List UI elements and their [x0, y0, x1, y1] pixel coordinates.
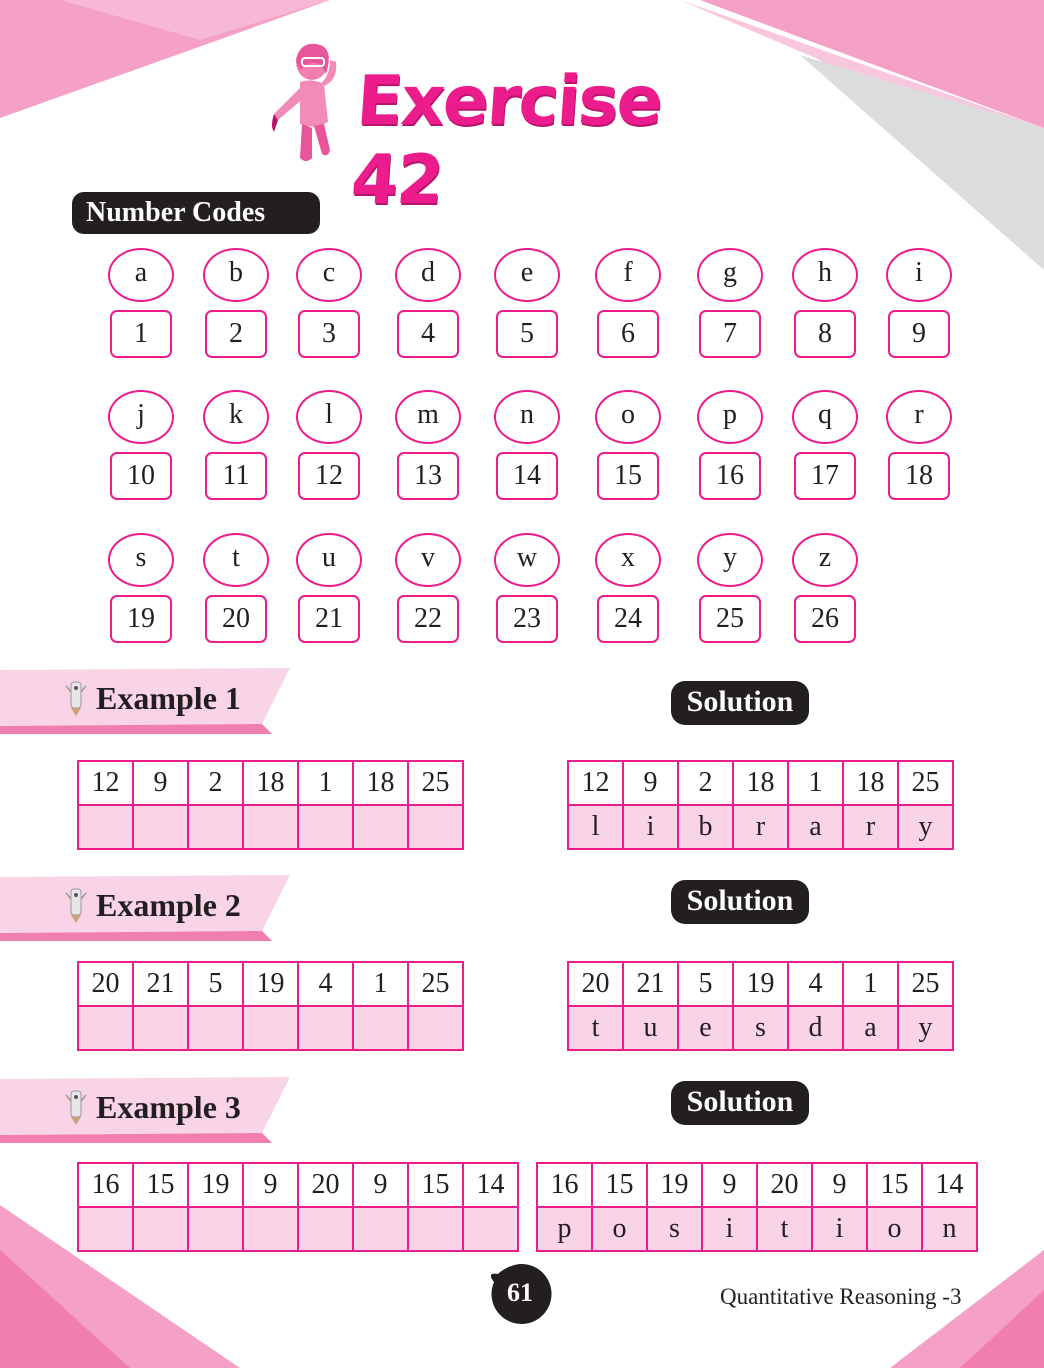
code-number-cell: 18: [353, 761, 408, 805]
code-number-cell: 15: [408, 1163, 463, 1207]
answer-letter-cell: s: [733, 1006, 788, 1050]
answer-letter-cell: a: [788, 805, 843, 849]
answer-letter-cell: r: [733, 805, 788, 849]
blank-answer-cell[interactable]: [408, 1006, 463, 1050]
page-number-badge: [488, 1262, 556, 1330]
letter-code-pair: [108, 248, 174, 358]
solution-label: Solution: [671, 880, 809, 924]
letter-oval: t: [203, 533, 269, 587]
code-number-cell: 20: [757, 1163, 812, 1207]
footer-book-title: Quantitative Reasoning -3: [720, 1284, 962, 1309]
letter-oval: s: [108, 533, 174, 587]
blank-answer-cell[interactable]: [243, 1006, 298, 1050]
code-number-cell: 19: [243, 962, 298, 1006]
code-number-cell: 15: [133, 1163, 188, 1207]
example-banner: [0, 668, 240, 734]
code-number-cell: 25: [898, 962, 953, 1006]
letter-code-pair: [203, 248, 269, 358]
blank-answer-cell[interactable]: [298, 805, 353, 849]
number-box: 1: [110, 310, 172, 358]
answer-letter-cell: a: [843, 1006, 898, 1050]
blank-answer-cell[interactable]: [298, 1207, 353, 1251]
answer-letter-cell: o: [867, 1207, 922, 1251]
code-number-cell: 25: [408, 962, 463, 1006]
section-label: Number Codes: [72, 192, 320, 234]
answer-letter-cell: r: [843, 805, 898, 849]
code-number-cell: 15: [867, 1163, 922, 1207]
answer-letter-cell: i: [623, 805, 678, 849]
number-box: 5: [496, 310, 558, 358]
code-number-cell: 4: [298, 962, 353, 1006]
solution-table: [536, 1162, 978, 1252]
letter-oval: p: [697, 390, 763, 444]
answer-letter-cell: t: [568, 1006, 623, 1050]
code-number-cell: 4: [788, 962, 843, 1006]
number-box: 3: [298, 310, 360, 358]
code-number-cell: 15: [592, 1163, 647, 1207]
code-number-cell: 5: [678, 962, 733, 1006]
letter-oval: v: [395, 533, 461, 587]
example-table: [77, 961, 464, 1051]
letter-oval: r: [886, 390, 952, 444]
code-number-cell: 9: [133, 761, 188, 805]
blank-answer-cell[interactable]: [78, 1207, 133, 1251]
letter-code-pair: [792, 248, 858, 358]
blank-answer-cell[interactable]: [78, 805, 133, 849]
number-box: 6: [597, 310, 659, 358]
code-number-cell: 25: [408, 761, 463, 805]
letter-code-pair: [595, 390, 661, 500]
girl-character-icon: [266, 40, 350, 168]
letter-code-pair: [296, 533, 362, 643]
number-box: 4: [397, 310, 459, 358]
blank-answer-cell[interactable]: [408, 805, 463, 849]
code-number-cell: 1: [298, 761, 353, 805]
number-box: 14: [496, 452, 558, 500]
number-box: 16: [699, 452, 761, 500]
solution-table: [567, 760, 954, 850]
code-number-cell: 2: [188, 761, 243, 805]
solution-label: Solution: [671, 681, 809, 725]
code-number-cell: 9: [812, 1163, 867, 1207]
letter-oval: l: [296, 390, 362, 444]
letter-code-pair: [792, 533, 858, 643]
example-banner: [0, 875, 240, 941]
blank-answer-cell[interactable]: [188, 1006, 243, 1050]
letter-code-pair: [296, 390, 362, 500]
code-number-cell: 9: [623, 761, 678, 805]
letter-code-pair: [886, 248, 952, 358]
answer-letter-cell: b: [678, 805, 733, 849]
code-number-cell: 14: [463, 1163, 518, 1207]
page-number: 61: [507, 1278, 533, 1307]
letter-code-pair: [395, 533, 461, 643]
example-table: [77, 760, 464, 850]
example-label: Example 3: [96, 1089, 241, 1125]
letter-oval: k: [203, 390, 269, 444]
letter-code-pair: [108, 390, 174, 500]
code-number-cell: 14: [922, 1163, 977, 1207]
blank-answer-cell[interactable]: [133, 805, 188, 849]
answer-letter-cell: n: [922, 1207, 977, 1251]
number-box: 21: [298, 595, 360, 643]
number-box: 19: [110, 595, 172, 643]
code-number-cell: 21: [623, 962, 678, 1006]
number-box: 24: [597, 595, 659, 643]
letter-oval: d: [395, 248, 461, 302]
solution-table: [567, 961, 954, 1051]
blank-answer-cell[interactable]: [188, 805, 243, 849]
letter-code-pair: [792, 390, 858, 500]
example-banner: [0, 1077, 240, 1143]
number-box: 9: [888, 310, 950, 358]
code-number-cell: 1: [788, 761, 843, 805]
blank-answer-cell[interactable]: [188, 1207, 243, 1251]
code-number-cell: 12: [568, 761, 623, 805]
code-number-cell: 16: [78, 1163, 133, 1207]
answer-letter-cell: i: [702, 1207, 757, 1251]
number-box: 26: [794, 595, 856, 643]
code-number-cell: 20: [298, 1163, 353, 1207]
answer-letter-cell: e: [678, 1006, 733, 1050]
blank-answer-cell[interactable]: [463, 1207, 518, 1251]
letter-code-pair: [886, 390, 952, 500]
answer-letter-cell: l: [568, 805, 623, 849]
letter-code-pair: [595, 248, 661, 358]
code-number-cell: 1: [353, 962, 408, 1006]
letter-oval: u: [296, 533, 362, 587]
letter-oval: g: [697, 248, 763, 302]
letter-oval: f: [595, 248, 661, 302]
letter-oval: a: [108, 248, 174, 302]
number-box: 12: [298, 452, 360, 500]
letter-code-pair: [108, 533, 174, 643]
code-number-cell: 19: [733, 962, 788, 1006]
number-box: 18: [888, 452, 950, 500]
answer-letter-cell: o: [592, 1207, 647, 1251]
code-number-cell: 9: [702, 1163, 757, 1207]
code-number-cell: 18: [733, 761, 788, 805]
letter-code-pair: [494, 533, 560, 643]
letter-oval: h: [792, 248, 858, 302]
letter-code-pair: [395, 248, 461, 358]
pencil-character-icon: [64, 1087, 88, 1127]
example-label: Example 2: [96, 887, 241, 923]
blank-answer-cell[interactable]: [353, 1207, 408, 1251]
blank-answer-cell[interactable]: [243, 1207, 298, 1251]
blank-answer-cell[interactable]: [298, 1006, 353, 1050]
code-number-cell: 25: [898, 761, 953, 805]
letter-code-pair: [395, 390, 461, 500]
number-box: 2: [205, 310, 267, 358]
letter-code-pair: [697, 533, 763, 643]
letter-code-pair: [595, 533, 661, 643]
page-title: Exercise 42: [348, 62, 664, 220]
number-box: 10: [110, 452, 172, 500]
blank-answer-cell[interactable]: [353, 805, 408, 849]
answer-letter-cell: y: [898, 805, 953, 849]
code-number-cell: 20: [78, 962, 133, 1006]
letter-code-pair: [697, 248, 763, 358]
example-label: Example 1: [96, 680, 241, 716]
letter-code-pair: [296, 248, 362, 358]
code-number-cell: 2: [678, 761, 733, 805]
number-box: 17: [794, 452, 856, 500]
letter-oval: x: [595, 533, 661, 587]
code-number-cell: 21: [133, 962, 188, 1006]
code-number-cell: 18: [243, 761, 298, 805]
letter-code-pair: [494, 248, 560, 358]
letter-oval: m: [395, 390, 461, 444]
number-box: 20: [205, 595, 267, 643]
letter-code-pair: [494, 390, 560, 500]
blank-answer-cell[interactable]: [133, 1207, 188, 1251]
letter-oval: o: [595, 390, 661, 444]
letter-oval: y: [697, 533, 763, 587]
number-box: 23: [496, 595, 558, 643]
blank-answer-cell[interactable]: [353, 1006, 408, 1050]
code-number-cell: 9: [353, 1163, 408, 1207]
number-box: 25: [699, 595, 761, 643]
pencil-character-icon: [64, 678, 88, 718]
code-number-cell: 20: [568, 962, 623, 1006]
code-number-cell: 19: [188, 1163, 243, 1207]
letter-code-pair: [697, 390, 763, 500]
answer-letter-cell: p: [537, 1207, 592, 1251]
blank-answer-cell[interactable]: [133, 1006, 188, 1050]
blank-answer-cell[interactable]: [243, 805, 298, 849]
code-number-cell: 9: [243, 1163, 298, 1207]
letter-oval: n: [494, 390, 560, 444]
answer-letter-cell: s: [647, 1207, 702, 1251]
number-box: 7: [699, 310, 761, 358]
code-number-cell: 16: [537, 1163, 592, 1207]
number-box: 8: [794, 310, 856, 358]
blank-answer-cell[interactable]: [408, 1207, 463, 1251]
solution-label: Solution: [671, 1081, 809, 1125]
letter-code-pair: [203, 390, 269, 500]
number-box: 11: [205, 452, 267, 500]
code-number-cell: 5: [188, 962, 243, 1006]
number-box: 22: [397, 595, 459, 643]
letter-oval: w: [494, 533, 560, 587]
blank-answer-cell[interactable]: [78, 1006, 133, 1050]
example-table: [77, 1162, 519, 1252]
code-number-cell: 12: [78, 761, 133, 805]
number-box: 13: [397, 452, 459, 500]
exercise-header: [266, 40, 706, 220]
answer-letter-cell: d: [788, 1006, 843, 1050]
answer-letter-cell: y: [898, 1006, 953, 1050]
letter-oval: j: [108, 390, 174, 444]
letter-oval: c: [296, 248, 362, 302]
answer-letter-cell: t: [757, 1207, 812, 1251]
code-number-cell: 18: [843, 761, 898, 805]
letter-oval: e: [494, 248, 560, 302]
letter-oval: q: [792, 390, 858, 444]
letter-oval: b: [203, 248, 269, 302]
code-number-cell: 19: [647, 1163, 702, 1207]
answer-letter-cell: i: [812, 1207, 867, 1251]
letter-oval: z: [792, 533, 858, 587]
letter-oval: i: [886, 248, 952, 302]
code-number-cell: 1: [843, 962, 898, 1006]
pencil-character-icon: [64, 885, 88, 925]
number-box: 15: [597, 452, 659, 500]
letter-code-pair: [203, 533, 269, 643]
answer-letter-cell: u: [623, 1006, 678, 1050]
